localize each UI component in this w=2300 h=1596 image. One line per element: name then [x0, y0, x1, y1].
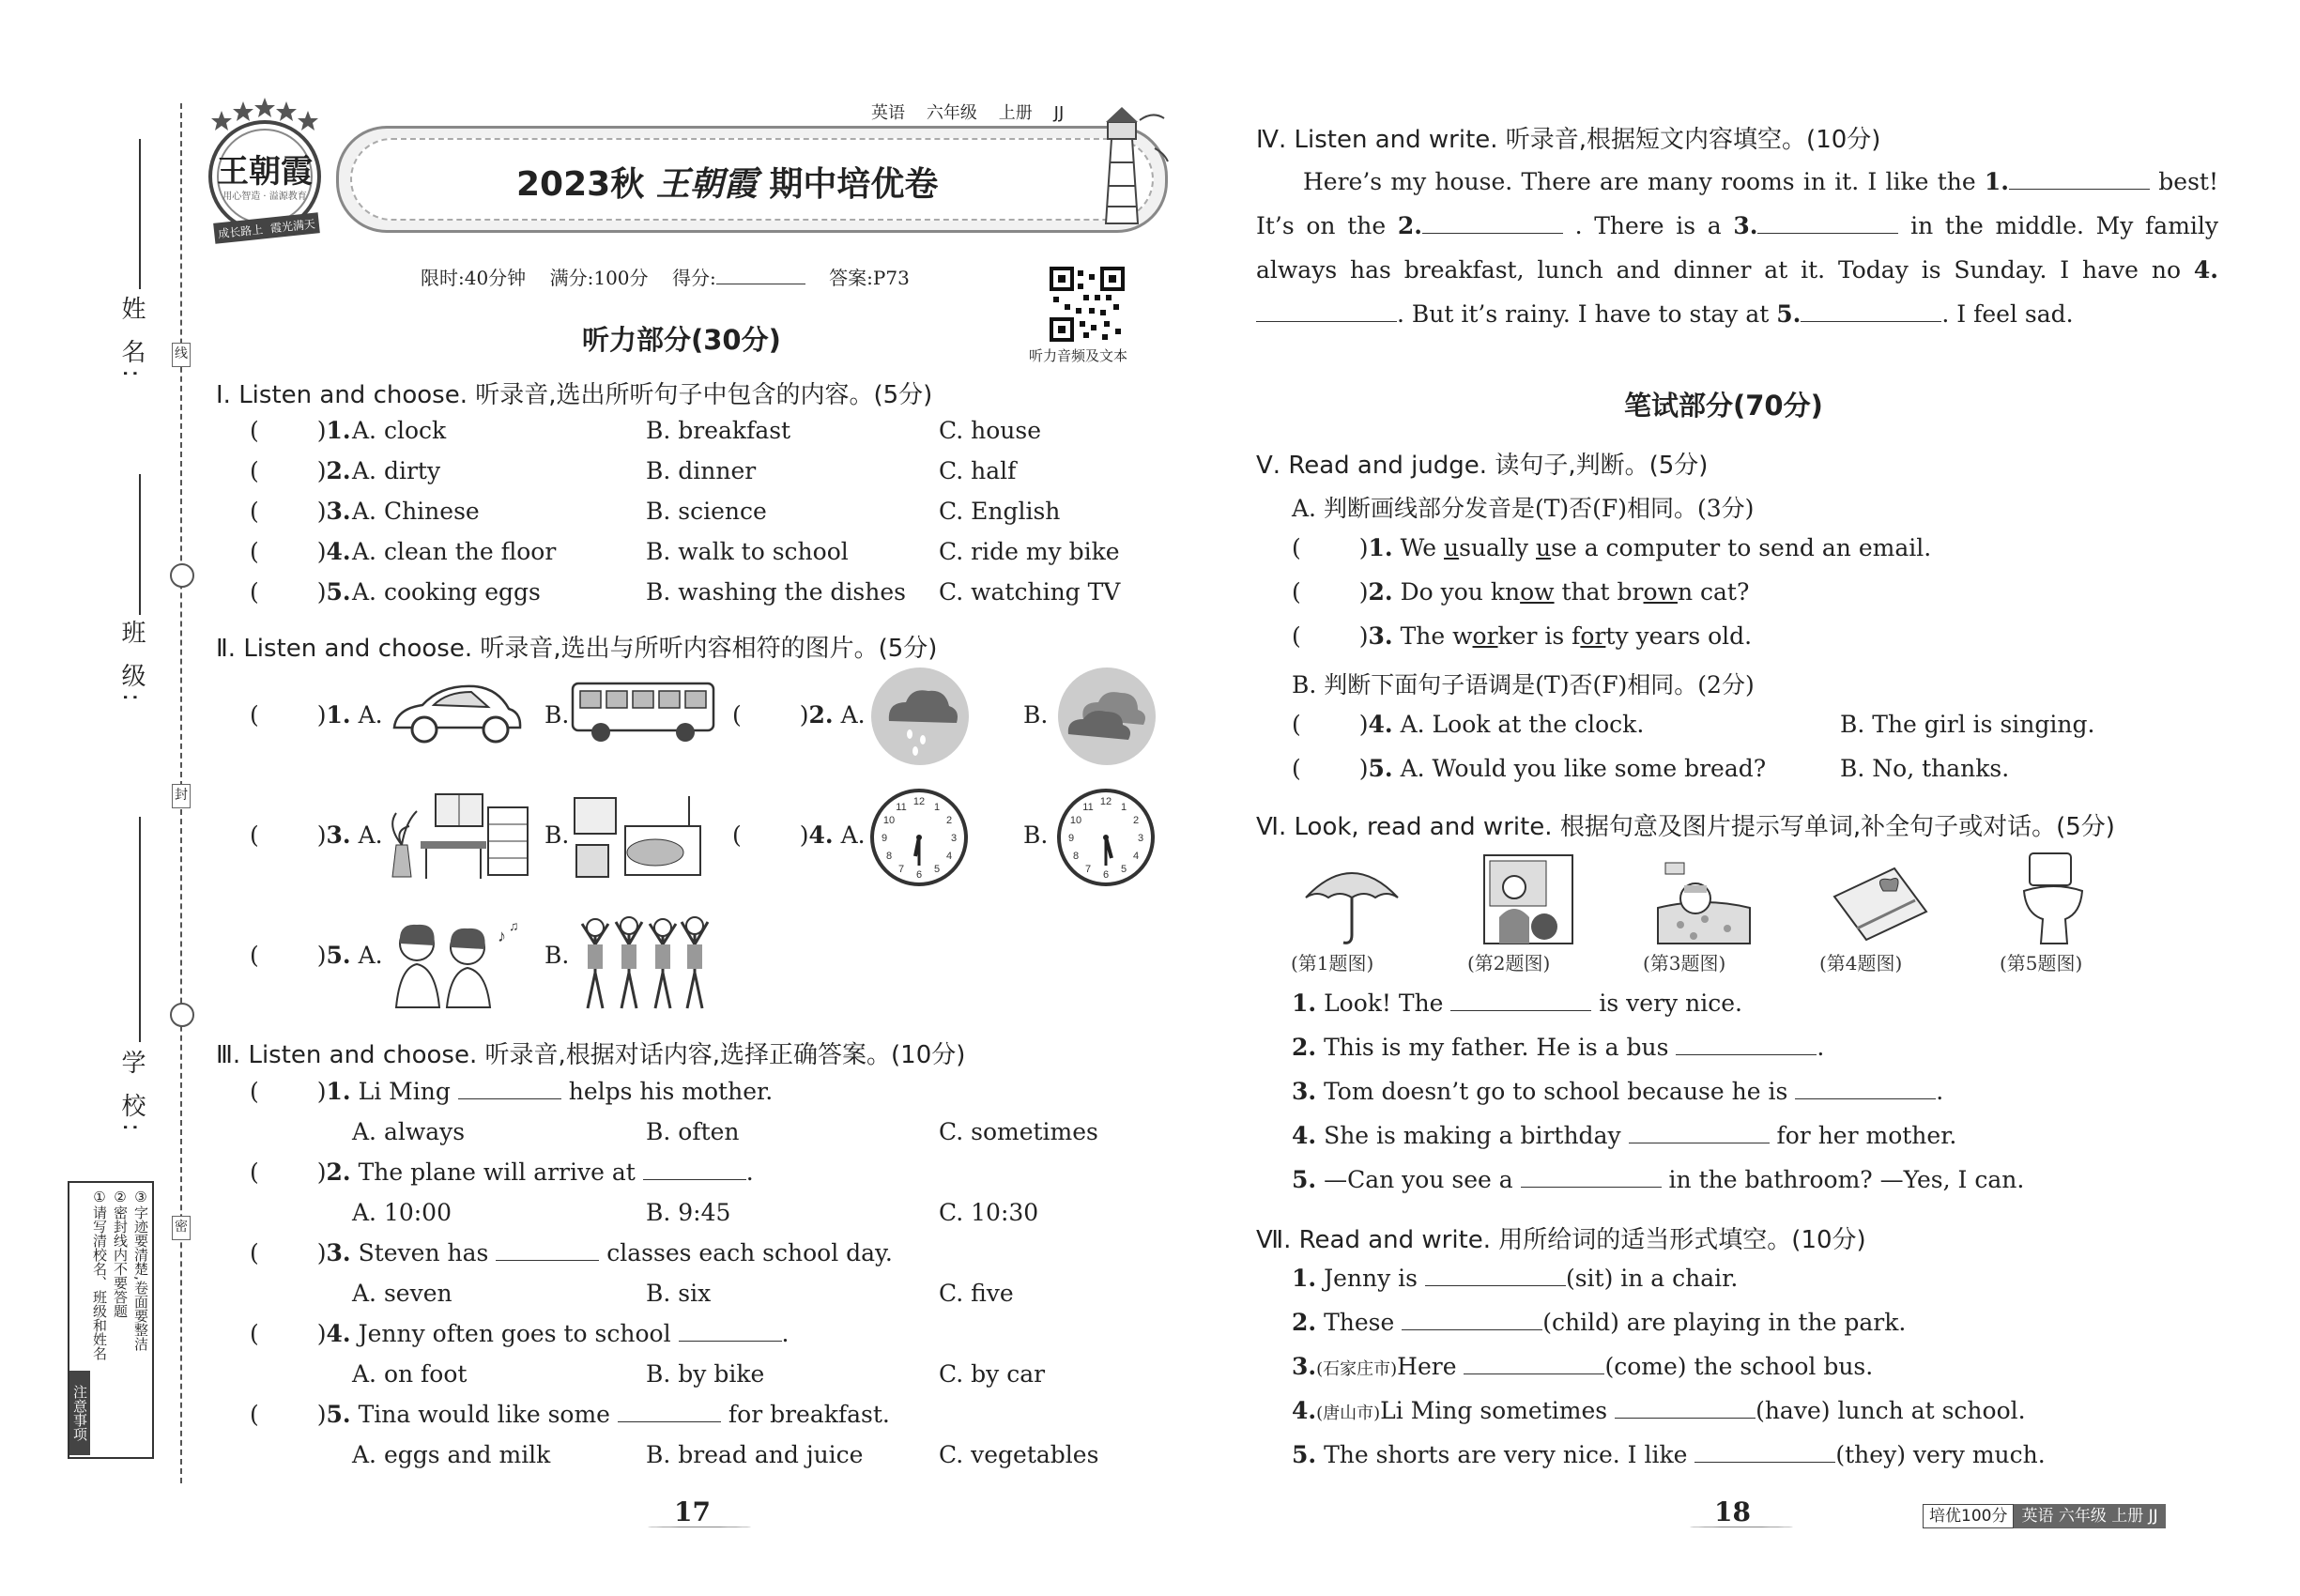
question-row — [1292, 990, 1742, 1017]
meta-subject: 英语 — [871, 103, 905, 123]
car-picture[interactable] — [385, 671, 526, 751]
time-limit: 限时:40分钟 — [421, 267, 527, 289]
umbrella-picture — [1300, 854, 1403, 948]
question-text: . — [1936, 1078, 1944, 1105]
blank — [496, 1239, 599, 1261]
question-number: 5. — [1368, 755, 1393, 782]
clock-number: 10 — [1069, 815, 1082, 826]
section-1-title: Ⅰ. Listen and choose. 听录音,选出所听句子中包含的内容。(5分) — [216, 381, 933, 409]
underlined-sound: ow — [1643, 578, 1678, 606]
question-text: classes each school day. — [606, 1239, 893, 1266]
question-row: ( )3. — [250, 498, 351, 525]
question-row — [1292, 1034, 1824, 1061]
question-text: The plane will arrive at — [358, 1159, 636, 1186]
writing-title: 笔试部分(70分) — [1624, 390, 1823, 422]
option-c: C. by car — [939, 1360, 1046, 1388]
clock-number: 2 — [945, 815, 953, 826]
section-3-title: Ⅲ. Listen and choose. 听录音,根据对话内容,选择正确答案。(10分) — [216, 1041, 966, 1069]
sentence-a: A. Look at the clock. — [1400, 711, 1645, 738]
blank — [679, 1320, 782, 1342]
question-number: 5. — [1292, 1166, 1317, 1193]
question-row: ( )2. — [250, 457, 351, 484]
underlined-sound: ow — [1520, 578, 1555, 606]
question-text: These — [1324, 1309, 1395, 1336]
clock-number: 7 — [897, 864, 905, 875]
answer-blank[interactable] — [1464, 1353, 1604, 1374]
answer-blank[interactable] — [1795, 1078, 1936, 1099]
clock-number: 3 — [1137, 833, 1144, 844]
option-b: B. six — [646, 1280, 712, 1307]
question-number: 1. — [326, 417, 351, 444]
dancing-kids-picture[interactable] — [575, 907, 715, 1015]
clock-number: 9 — [1067, 833, 1075, 844]
svg-text:♫: ♫ — [509, 918, 519, 933]
clock-number: 11 — [896, 802, 907, 813]
question-number: 3. — [326, 821, 351, 849]
question-text: Jenny often goes to school — [358, 1320, 671, 1347]
option-label: A. — [840, 701, 866, 729]
option-label: B. — [544, 942, 570, 969]
question-text: is very nice. — [1599, 990, 1742, 1017]
question-number: 2. — [326, 1159, 351, 1186]
answer-blank[interactable] — [1521, 1166, 1662, 1188]
question-number: 2. — [326, 457, 351, 484]
question-row: ( )3. Steven has classes each school day. — [250, 1239, 893, 1266]
question-number: 4. — [808, 821, 834, 849]
question-number: 3. — [326, 1239, 351, 1266]
question-row: ( )1. Li Ming helps his mother. — [250, 1078, 774, 1105]
clock-number: 12 — [1099, 796, 1112, 807]
question-row — [1292, 1078, 1943, 1105]
answer-blank[interactable] — [1450, 990, 1591, 1011]
question-row: ( )2. Do you know that brown cat? — [1292, 578, 1750, 606]
question-row: ( )5. Tina would like some for breakfast. — [250, 1401, 890, 1428]
full-score: 满分:100分 — [549, 267, 649, 289]
question-row: ( )2. A. — [732, 701, 866, 729]
clock-number: 4 — [1132, 851, 1140, 862]
question-text: in the bathroom? —Yes, I can. — [1668, 1166, 2025, 1193]
figure-caption: (第1题图) — [1291, 952, 1374, 974]
option-label: A. — [358, 942, 383, 969]
exam-info — [421, 263, 910, 290]
passage-blank-3[interactable] — [1757, 212, 1898, 234]
underlined-sound: or — [1580, 622, 1606, 650]
question-row: ( )5. A. Would you like some bread? — [1292, 755, 1767, 782]
answer-page: 答案:P73 — [829, 267, 910, 289]
figure-caption: (第4题图) — [1819, 952, 1903, 974]
question-text: (have) lunch at school. — [1756, 1397, 2026, 1424]
question-text: Steven has — [358, 1239, 489, 1266]
rain-cloud-picture[interactable] — [868, 665, 972, 768]
answer-blank[interactable] — [1402, 1309, 1542, 1330]
question-number: 2. — [808, 701, 834, 729]
blank-number: 4. — [2193, 256, 2218, 284]
lighthouse-icon — [1070, 101, 1173, 233]
notice-title: 注意事项 — [69, 1371, 90, 1455]
option-b: B. 9:45 — [646, 1199, 731, 1226]
section-2-title: Ⅱ. Listen and choose. 听录音,选出与所听内容相符的图片。(5分) — [216, 635, 938, 663]
question-row — [1292, 1265, 1738, 1292]
question-number: 3. — [1292, 1353, 1317, 1380]
clock-number: 7 — [1084, 864, 1092, 875]
question-text: (come) the school bus. — [1604, 1353, 1874, 1380]
header-meta — [871, 100, 1064, 124]
option-label: A. — [358, 701, 383, 729]
option-c: C. vegetables — [939, 1441, 1099, 1468]
source-tag: (石家庄市) — [1316, 1359, 1398, 1379]
source-tag: (唐山市) — [1316, 1404, 1381, 1423]
class-label: 班 级: — [117, 620, 146, 708]
answer-blank[interactable] — [1615, 1397, 1756, 1419]
passage-blank-1[interactable] — [2009, 168, 2150, 190]
toilet-picture — [2016, 850, 2092, 948]
score-field[interactable] — [716, 263, 805, 284]
option-a: A. Chinese — [352, 498, 480, 525]
notice-item-3: ③字迹要清楚,卷面要整洁 — [132, 1189, 149, 1351]
passage-text: best! It’s on the — [1256, 168, 2218, 239]
question-text: She is making a birthday — [1324, 1122, 1621, 1149]
question-text: Li Ming — [358, 1078, 451, 1105]
footer-meta: 英语 六年级 上册 JJ — [2014, 1504, 2165, 1528]
passage-blank-4[interactable] — [1256, 300, 1397, 322]
question-row — [1292, 1309, 1906, 1336]
seal-mark-feng-text: 封 — [175, 788, 188, 803]
sentence-part: The w — [1400, 622, 1473, 650]
question-number: 3. — [1368, 622, 1393, 650]
blank — [643, 1159, 746, 1180]
question-text: The shorts are very nice. I like — [1324, 1441, 1688, 1468]
sentence-a: A. Would you like some bread? — [1400, 755, 1767, 782]
section-5-sub-a: A. 判断画线部分发音是(T)否(F)相同。(3分) — [1292, 495, 1755, 522]
question-text: Li Ming sometimes — [1380, 1397, 1608, 1424]
exam-title — [516, 158, 938, 206]
clock-number: 5 — [933, 864, 941, 875]
question-text: (child) are playing in the park. — [1542, 1309, 1907, 1336]
question-row: ( )2. The plane will arrive at . — [250, 1159, 754, 1186]
question-text: Here — [1397, 1353, 1457, 1380]
title-year: 2023秋 — [516, 165, 645, 204]
meta-term: 上册 — [998, 103, 1033, 123]
option-label: B. — [544, 821, 570, 849]
sentence-b: B. No, thanks. — [1840, 755, 2010, 782]
school-label: 学 校: — [117, 1050, 146, 1138]
passage — [1256, 160, 2218, 336]
sentence-part: We — [1400, 534, 1444, 561]
section-4-title: Ⅳ. Listen and write. 听录音,根据短文内容填空。(10分) — [1256, 126, 1881, 154]
question-number: 5. — [326, 942, 351, 969]
passage-text: . But it’s rainy. I have to stay at — [1397, 300, 1770, 328]
svg-text:♪: ♪ — [498, 927, 506, 945]
listening-title: 听力部分(30分) — [582, 324, 781, 356]
question-row — [1292, 1166, 2024, 1193]
option-label: B. — [544, 701, 570, 729]
option-a: A. dirty — [352, 457, 441, 484]
passage-text: . There is a — [1574, 212, 1722, 239]
question-row: ( )4. Jenny often goes to school . — [250, 1320, 790, 1347]
option-a: A. eggs and milk — [352, 1441, 551, 1468]
bedroom-picture[interactable] — [569, 789, 710, 882]
brand-name: 王朝霞 — [217, 153, 313, 191]
question-row: ( )4. A. — [732, 821, 866, 849]
option-c: C. ride my bike — [939, 538, 1120, 565]
figure-caption: (第2题图) — [1467, 952, 1551, 974]
question-number: 3. — [326, 498, 351, 525]
underlined-sound: u — [1444, 534, 1460, 561]
passage-blank-2[interactable] — [1422, 212, 1563, 234]
question-number: 4. — [326, 1320, 351, 1347]
underlined-sound: or — [1472, 622, 1498, 650]
option-label: B. — [1023, 701, 1049, 729]
title-brand: 王朝霞 — [655, 164, 758, 204]
meta-grade: 六年级 — [926, 103, 977, 123]
sentence-part: sually — [1459, 534, 1537, 561]
option-c: C. 10:30 — [939, 1199, 1039, 1226]
question-text: Look! The — [1324, 990, 1444, 1017]
option-c: C. watching TV — [939, 578, 1121, 606]
question-text: . — [781, 1320, 790, 1347]
option-c: C. five — [939, 1280, 1014, 1307]
seal-mark-mi-text: 密 — [175, 1220, 188, 1235]
question-number: 1. — [1368, 534, 1393, 561]
clock-number: 10 — [882, 815, 896, 826]
clock-number: 6 — [1102, 869, 1110, 881]
bus-driver-picture — [1477, 850, 1580, 948]
question-number: 1. — [326, 701, 351, 729]
option-label: A. — [840, 821, 866, 849]
question-text: —Can you see a — [1324, 1166, 1513, 1193]
class-field[interactable] — [139, 474, 141, 615]
option-c: C. half — [939, 457, 1017, 484]
option-b: B. walk to school — [646, 538, 849, 565]
bus-picture[interactable] — [569, 678, 719, 745]
question-text: (they) very much. — [1835, 1441, 2046, 1468]
section-5-title: Ⅴ. Read and judge. 读句子,判断。(5分) — [1256, 452, 1709, 480]
ribbon-left: 成长路上 — [217, 222, 264, 240]
question-number: 4. — [326, 538, 351, 565]
question-row: ( )5. — [250, 578, 351, 606]
option-a: A. clock — [352, 417, 447, 444]
birthday-card-picture — [1829, 859, 1932, 948]
figure-caption: (第5题图) — [2000, 952, 2083, 974]
question-number: 1. — [326, 1078, 351, 1105]
clock-a-picture[interactable] — [868, 787, 970, 888]
question-number: 2. — [1368, 578, 1393, 606]
question-row: ( )4. — [250, 538, 351, 565]
question-number: 5. — [326, 578, 351, 606]
title-rest: 期中培优卷 — [769, 165, 939, 204]
question-text: This is my father. He is a bus — [1324, 1034, 1669, 1061]
option-label: A. — [358, 821, 383, 849]
question-number: 1. — [1292, 1265, 1317, 1292]
passage-blank-5[interactable] — [1801, 300, 1941, 322]
sick-boy-picture — [1652, 850, 1756, 948]
blank — [618, 1401, 721, 1422]
answer-blank[interactable] — [1425, 1265, 1566, 1286]
question-text: Tom doesn’t go to school because he is — [1324, 1078, 1788, 1105]
question-number: 4. — [1368, 711, 1393, 738]
option-label: B. — [1023, 821, 1049, 849]
question-text: Jenny is — [1324, 1265, 1418, 1292]
clock-number: 12 — [912, 796, 926, 807]
option-c: C. house — [939, 417, 1042, 444]
clock-number: 2 — [1132, 815, 1140, 826]
page-number-left: 17 — [674, 1496, 711, 1527]
section-7-title: Ⅶ. Read and write. 用所给词的适当形式填空。(10分) — [1256, 1226, 1866, 1254]
question-row: ( )1. A. — [250, 701, 383, 729]
study-room-picture[interactable] — [383, 789, 533, 882]
option-b: B. science — [646, 498, 767, 525]
notice-item-1: ①请写清校名、班级和姓名 — [91, 1189, 108, 1360]
qr-caption: 听力音频及文本 — [1029, 347, 1128, 364]
section-5-sub-b: B. 判断下面句子语调是(T)否(F)相同。(2分) — [1292, 671, 1755, 698]
cloudy-picture[interactable] — [1055, 665, 1158, 768]
brand-logo — [199, 94, 330, 244]
section-6-title: Ⅵ. Look, read and write. 根据句意及图片提示写单词,补全句子或对话。(5分) — [1256, 813, 2115, 841]
clock-number: 6 — [915, 869, 923, 881]
name-field[interactable] — [139, 139, 141, 289]
seal-ornament-2 — [170, 1003, 194, 1027]
meta-edition: JJ — [1053, 103, 1065, 123]
blank-number: 3. — [1733, 212, 1758, 239]
option-a: A. 10:00 — [352, 1199, 452, 1226]
option-b: B. dinner — [646, 457, 757, 484]
qr-code[interactable] — [1050, 267, 1125, 342]
question-number: 4. — [1292, 1397, 1317, 1424]
option-c: C. sometimes — [939, 1118, 1098, 1145]
question-text: Tina would like some — [358, 1401, 610, 1428]
blank-number: 2. — [1397, 212, 1422, 239]
option-a: A. always — [352, 1118, 466, 1145]
question-row — [1292, 1353, 1873, 1380]
question-text: . — [745, 1159, 754, 1186]
option-b: B. often — [646, 1118, 740, 1145]
question-number: 2. — [1292, 1034, 1317, 1061]
underlined-sound: u — [1536, 534, 1552, 561]
notice-box — [68, 1181, 154, 1459]
page-number-right: 18 — [1714, 1496, 1751, 1527]
clock-number: 1 — [933, 802, 941, 813]
question-text: helps his mother. — [568, 1078, 774, 1105]
name-label: 姓 名: — [117, 296, 146, 384]
option-b: B. washing the dishes — [646, 578, 906, 606]
seal-ornament-1 — [170, 563, 194, 588]
question-row: ( )4. A. Look at the clock. — [1292, 711, 1645, 738]
clock-number: 8 — [1072, 851, 1080, 862]
sentence-b: B. The girl is singing. — [1840, 711, 2095, 738]
notice-item-2: ②密封线内不要答题 — [112, 1189, 129, 1318]
blank-number: 5. — [1776, 300, 1802, 328]
option-b: B. breakfast — [646, 417, 791, 444]
footer-badge: 培优100分 — [1923, 1504, 2014, 1528]
answer-blank[interactable] — [1694, 1441, 1835, 1463]
figure-caption: (第3题图) — [1643, 952, 1726, 974]
sentence-part: ker is f — [1497, 622, 1581, 650]
question-number: 5. — [326, 1401, 351, 1428]
seal-mark-feng — [172, 784, 191, 808]
sentence-part: se a computer to send an email. — [1551, 534, 1932, 561]
ribbon-right: 霞光满天 — [269, 217, 316, 236]
brand-sub: 用心智造 · 溢源教育 — [222, 192, 307, 202]
footer-tag — [1923, 1504, 2166, 1528]
clock-number: 1 — [1120, 802, 1127, 813]
singing-girls-picture[interactable] — [383, 915, 524, 1009]
question-row: ( )1. We usually use a computer to send an email. — [1292, 534, 1932, 561]
question-text: for her mother. — [1776, 1122, 1957, 1149]
passage-text: in the middle. My family always has breakfast, lunch and dinner at it. Today is Sunday. I have no — [1256, 212, 2219, 284]
question-row: ( )3. A. — [250, 821, 383, 849]
passage-text: Here’s my house. There are many rooms in it. I like the — [1303, 168, 1976, 195]
question-row: ( )1. — [250, 417, 351, 444]
question-text: for breakfast. — [728, 1401, 890, 1428]
blank-number: 1. — [1984, 168, 2010, 195]
sentence-part: that br — [1554, 578, 1644, 606]
seal-mark-mi — [172, 1216, 191, 1240]
school-field[interactable] — [139, 817, 141, 1042]
clock-number: 9 — [881, 833, 888, 844]
option-b: B. bread and juice — [646, 1441, 864, 1468]
clock-number: 4 — [945, 851, 953, 862]
option-b: B. by bike — [646, 1360, 765, 1388]
question-number: 4. — [1292, 1122, 1317, 1149]
sentence-part: ty years old. — [1605, 622, 1753, 650]
question-number: 3. — [1292, 1078, 1317, 1105]
option-a: A. on foot — [352, 1360, 468, 1388]
question-text: . — [1817, 1034, 1825, 1061]
option-a: A. clean the floor — [352, 538, 557, 565]
seal-mark-xian — [172, 343, 191, 367]
clock-number: 5 — [1120, 864, 1127, 875]
question-number: 5. — [1292, 1441, 1317, 1468]
question-row — [1292, 1441, 2046, 1468]
question-number: 1. — [1292, 990, 1317, 1017]
option-a: A. seven — [352, 1280, 452, 1307]
sentence-part: Do you kn — [1400, 578, 1521, 606]
clock-number: 11 — [1082, 802, 1094, 813]
question-row — [1292, 1397, 2026, 1424]
answer-blank[interactable] — [1629, 1122, 1770, 1143]
clock-number: 3 — [950, 833, 958, 844]
blank — [458, 1078, 561, 1099]
seal-mark-xian-text: 线 — [175, 346, 188, 361]
question-row: ( )5. A. — [250, 942, 383, 969]
clock-b-picture[interactable] — [1055, 787, 1157, 888]
sentence-part: n cat? — [1677, 578, 1750, 606]
question-number: 2. — [1292, 1309, 1317, 1336]
option-a: A. cooking eggs — [352, 578, 541, 606]
passage-text: . I feel sad. — [1941, 300, 2074, 328]
score-label: 得分: — [671, 267, 716, 289]
question-row — [1292, 1122, 1956, 1149]
question-text: (sit) in a chair. — [1565, 1265, 1739, 1292]
option-c: C. English — [939, 498, 1061, 525]
answer-blank[interactable] — [1676, 1034, 1817, 1055]
question-row: ( )3. The worker is forty years old. — [1292, 622, 1753, 650]
clock-number: 8 — [885, 851, 893, 862]
